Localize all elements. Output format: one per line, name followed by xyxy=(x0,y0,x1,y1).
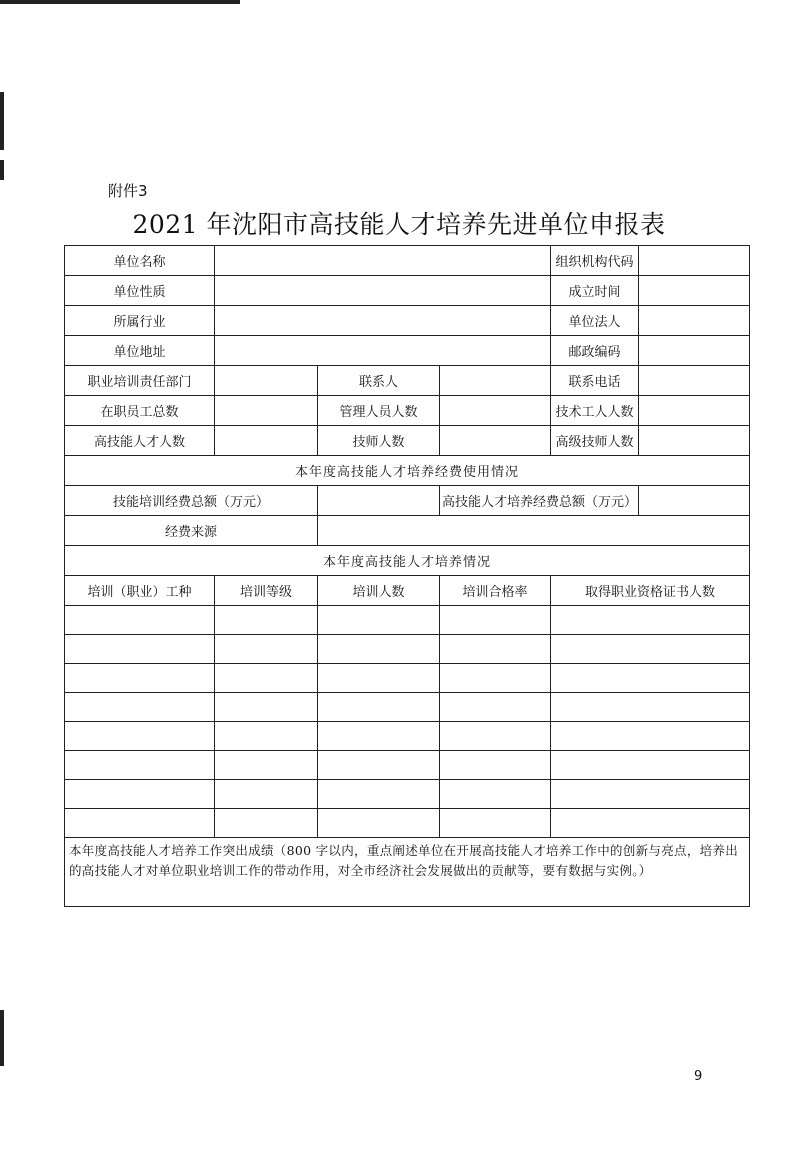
input-skill-training-total[interactable] xyxy=(318,486,440,516)
training-cell[interactable] xyxy=(440,635,551,664)
training-cell[interactable] xyxy=(215,635,318,664)
label-unit-nature: 单位性质 xyxy=(65,276,215,306)
page-number: 9 xyxy=(694,1069,703,1084)
input-unit-name[interactable] xyxy=(215,246,551,276)
scan-edge-left xyxy=(0,92,4,150)
training-cell[interactable] xyxy=(65,722,215,751)
training-cell[interactable] xyxy=(65,780,215,809)
label-skill-training-total: 技能培训经费总额（万元） xyxy=(65,486,318,516)
input-address[interactable] xyxy=(215,336,551,366)
training-cell[interactable] xyxy=(440,664,551,693)
training-cell[interactable] xyxy=(318,722,440,751)
training-rows xyxy=(65,606,750,838)
training-cell[interactable] xyxy=(215,693,318,722)
training-row xyxy=(65,722,750,751)
column-header: 培训合格率 xyxy=(440,576,551,606)
label-tech-workers: 技术工人人数 xyxy=(551,396,639,426)
training-cell[interactable] xyxy=(318,751,440,780)
input-high-skill[interactable] xyxy=(215,426,318,456)
input-contact[interactable] xyxy=(440,366,551,396)
input-tech-workers[interactable] xyxy=(639,396,750,426)
attachment-label: 附件3 xyxy=(108,182,148,200)
scan-edge-left xyxy=(0,1010,4,1066)
column-header: 培训人数 xyxy=(318,576,440,606)
label-established: 成立时间 xyxy=(551,276,639,306)
training-cell[interactable] xyxy=(440,809,551,838)
training-cell[interactable] xyxy=(318,780,440,809)
input-legal-rep[interactable] xyxy=(639,306,750,336)
column-header: 培训（职业）工种 xyxy=(65,576,215,606)
page-title: 2021 年沈阳市高技能人才培养先进单位申报表 xyxy=(132,210,666,239)
training-cell[interactable] xyxy=(65,809,215,838)
input-high-skill-total[interactable] xyxy=(639,486,750,516)
training-cell[interactable] xyxy=(215,722,318,751)
achievement-note[interactable]: 本年度高技能人才培养工作突出成绩（800 字以内，重点阐述单位在开展高技能人才培养工作中的创新与亮点，培养出的高技能人才对单位职业培训工作的带动作用，对全市经济社会发展做出的贡献等，要有数据与实例。） xyxy=(65,838,750,907)
training-row xyxy=(65,635,750,664)
label-total-staff: 在职员工总数 xyxy=(65,396,215,426)
training-cell[interactable] xyxy=(551,664,750,693)
training-cell[interactable] xyxy=(65,606,215,635)
label-industry: 所属行业 xyxy=(65,306,215,336)
label-technicians: 技师人数 xyxy=(318,426,440,456)
label-senior-technicians: 高级技师人数 xyxy=(551,426,639,456)
training-cell[interactable] xyxy=(440,751,551,780)
training-cell[interactable] xyxy=(318,809,440,838)
training-row xyxy=(65,780,750,809)
training-cell[interactable] xyxy=(65,664,215,693)
scan-edge-left xyxy=(0,160,4,180)
training-cell[interactable] xyxy=(318,693,440,722)
training-cell[interactable] xyxy=(215,780,318,809)
training-row xyxy=(65,693,750,722)
training-section-title: 本年度高技能人才培养情况 xyxy=(65,546,750,576)
training-cell[interactable] xyxy=(215,751,318,780)
label-high-skill-total: 高技能人才培养经费总额（万元） xyxy=(440,486,639,516)
training-row xyxy=(65,664,750,693)
training-cell[interactable] xyxy=(551,809,750,838)
training-cell[interactable] xyxy=(215,809,318,838)
training-cell[interactable] xyxy=(215,606,318,635)
input-funding-source[interactable] xyxy=(318,516,750,546)
input-industry[interactable] xyxy=(215,306,551,336)
input-managers[interactable] xyxy=(440,396,551,426)
column-header: 培训等级 xyxy=(215,576,318,606)
training-cell[interactable] xyxy=(318,664,440,693)
training-cell[interactable] xyxy=(440,722,551,751)
column-header: 取得职业资格证书人数 xyxy=(551,576,750,606)
scan-edge-top xyxy=(0,0,240,4)
training-cell[interactable] xyxy=(551,722,750,751)
input-postcode[interactable] xyxy=(639,336,750,366)
training-cell[interactable] xyxy=(65,635,215,664)
input-technicians[interactable] xyxy=(440,426,551,456)
label-org-code: 组织机构代码 xyxy=(551,246,639,276)
label-high-skill: 高技能人才人数 xyxy=(65,426,215,456)
training-cell[interactable] xyxy=(440,693,551,722)
input-unit-nature[interactable] xyxy=(215,276,551,306)
training-row xyxy=(65,809,750,838)
training-row xyxy=(65,606,750,635)
training-cell[interactable] xyxy=(318,635,440,664)
label-phone: 联系电话 xyxy=(551,366,639,396)
training-cell[interactable] xyxy=(440,780,551,809)
training-cell[interactable] xyxy=(318,606,440,635)
training-cell[interactable] xyxy=(551,635,750,664)
input-org-code[interactable] xyxy=(639,246,750,276)
training-cell[interactable] xyxy=(551,693,750,722)
label-contact: 联系人 xyxy=(318,366,440,396)
application-form xyxy=(64,245,750,907)
label-training-dept: 职业培训责任部门 xyxy=(65,366,215,396)
label-postcode: 邮政编码 xyxy=(551,336,639,366)
input-phone[interactable] xyxy=(639,366,750,396)
training-cell[interactable] xyxy=(65,693,215,722)
training-cell[interactable] xyxy=(551,606,750,635)
training-cell[interactable] xyxy=(551,751,750,780)
input-established[interactable] xyxy=(639,276,750,306)
input-senior-technicians[interactable] xyxy=(639,426,750,456)
training-cell[interactable] xyxy=(65,751,215,780)
input-training-dept[interactable] xyxy=(215,366,318,396)
label-managers: 管理人员人数 xyxy=(318,396,440,426)
training-cell[interactable] xyxy=(551,780,750,809)
label-legal-rep: 单位法人 xyxy=(551,306,639,336)
label-funding-source: 经费来源 xyxy=(65,516,318,546)
input-total-staff[interactable] xyxy=(215,396,318,426)
training-row xyxy=(65,751,750,780)
label-unit-name: 单位名称 xyxy=(65,246,215,276)
training-cell[interactable] xyxy=(215,664,318,693)
label-address: 单位地址 xyxy=(65,336,215,366)
training-cell[interactable] xyxy=(440,606,551,635)
funding-section-title: 本年度高技能人才培养经费使用情况 xyxy=(65,456,750,486)
